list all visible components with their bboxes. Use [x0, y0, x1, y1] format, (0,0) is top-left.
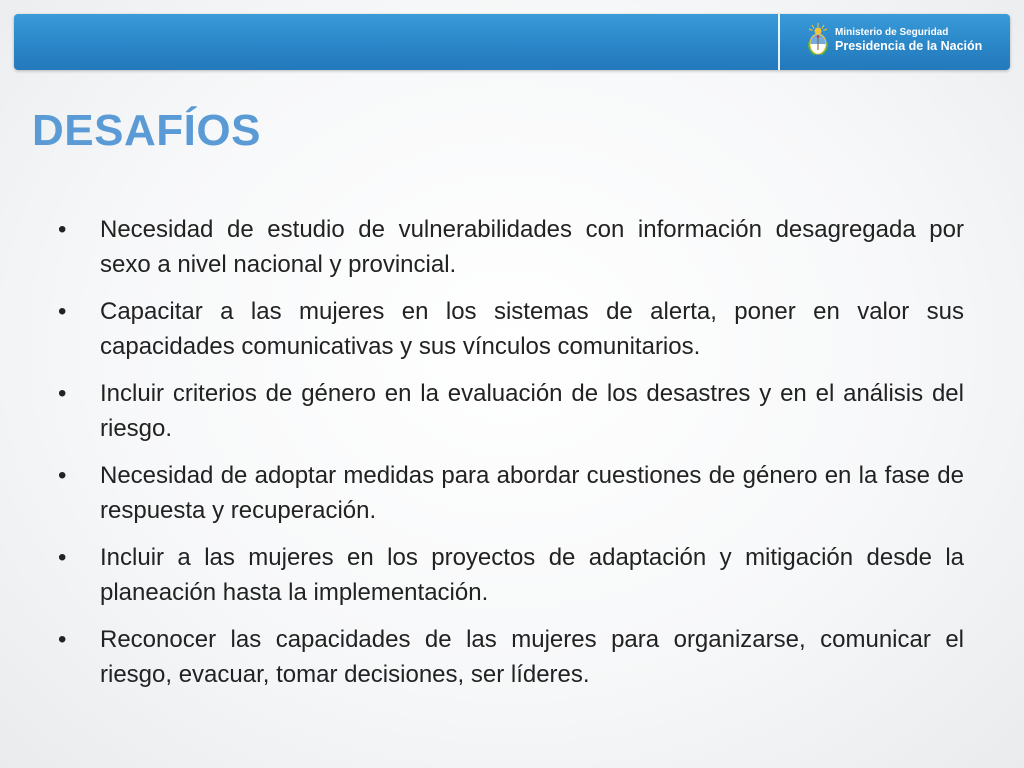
argentina-coat-of-arms-icon [807, 22, 829, 58]
bullet-dot-icon: • [58, 380, 67, 407]
bullet-dot-icon: • [58, 544, 67, 571]
ministry-line2: Presidencia de la Nación [835, 38, 983, 53]
ministry-name [835, 27, 982, 53]
bullet-dot-icon: • [58, 298, 67, 325]
bullet-text: Capacitar a las mujeres en los sistemas de alerta, poner en valor sus capacidades comunicativas y sus vínculos comunitarios. [100, 298, 964, 360]
bullet-text: Reconocer las capacidades de las mujeres para organizarse, comunicar el riesgo, evacuar, tomar decisiones, ser líderes. [100, 626, 964, 688]
bullet-dot-icon: • [58, 626, 67, 653]
bullet-item [58, 458, 964, 528]
bullet-text: Incluir a las mujeres en los proyectos de adaptación y mitigación desde la planeación hasta la implementación. [100, 544, 964, 606]
bullet-text: Necesidad de estudio de vulnerabilidades con información desagregada por sexo a nivel nacional y provincial. [100, 216, 964, 278]
bullet-item [58, 376, 964, 446]
ministry-line1: Ministerio de Seguridad [835, 27, 949, 39]
bullet-item [58, 294, 964, 364]
bullet-dot-icon: • [58, 462, 67, 489]
header-band [14, 14, 1010, 70]
bullet-item [58, 212, 964, 282]
bullet-text: Necesidad de adoptar medidas para abordar cuestiones de género en la fase de respuesta y recuperación. [100, 462, 964, 524]
bullet-item [58, 622, 964, 692]
ministry-logo [807, 22, 982, 58]
slide-title: DESAFÍOS [32, 106, 261, 155]
bullet-dot-icon: • [58, 216, 67, 243]
bullet-text: Incluir criterios de género en la evaluación de los desastres y en el análisis del riesgo. [100, 380, 964, 442]
bullet-item [58, 540, 964, 610]
bullet-list [58, 212, 964, 704]
header-divider [778, 14, 780, 70]
